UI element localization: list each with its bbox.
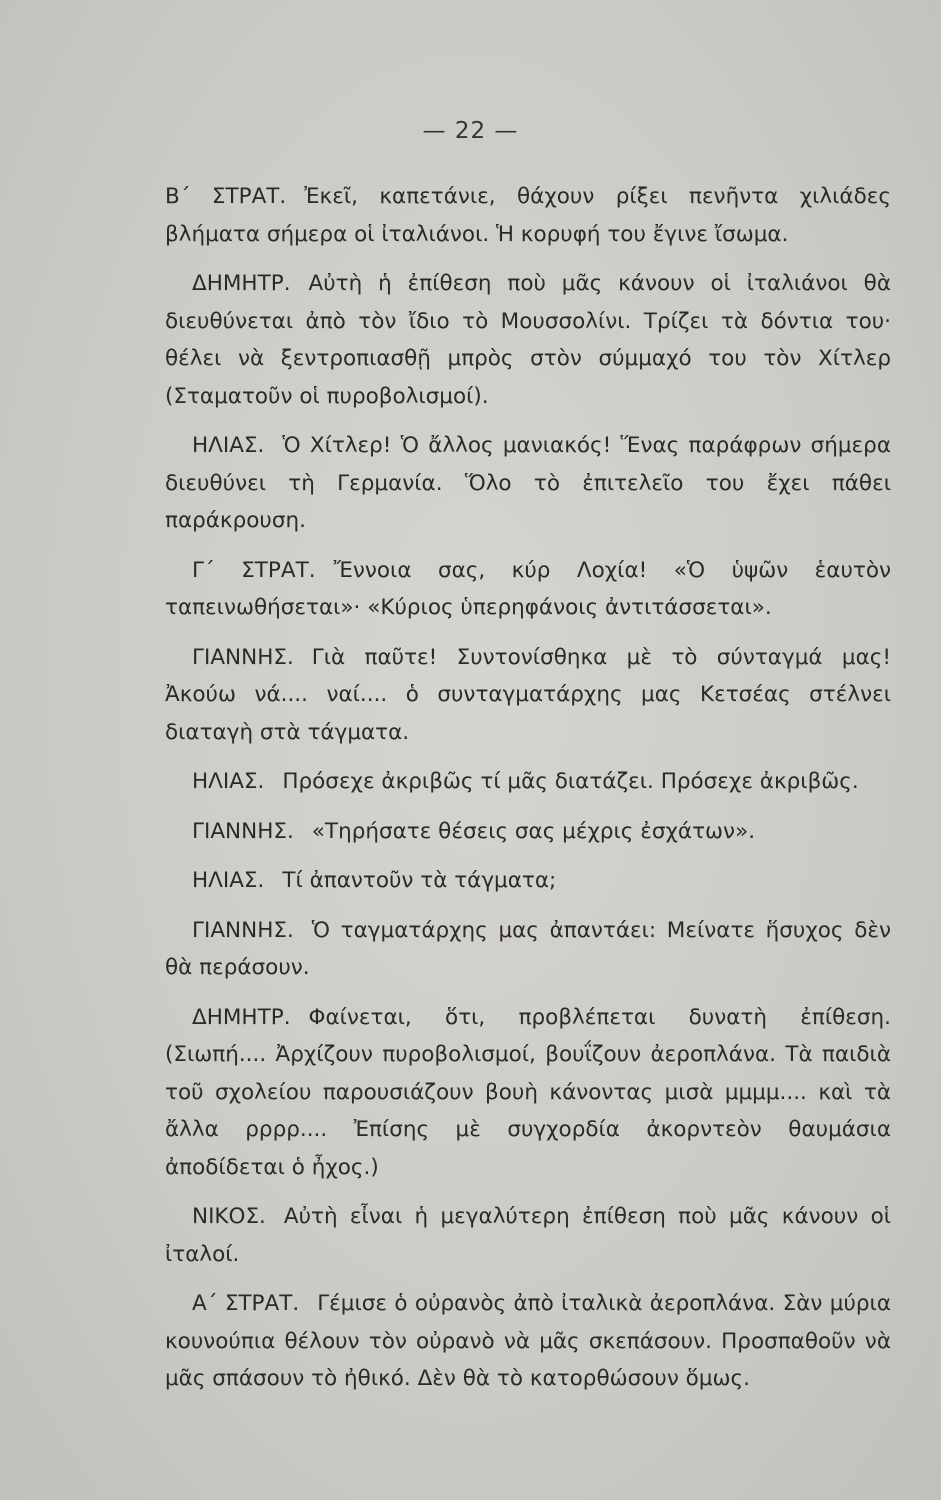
line-text: Γέμισε ὁ οὐρανὸς ἀπὸ ἰταλικὰ ἀεροπλάνα. Σὰν μύρια κουνούπια θέλουν τὸν οὐρανὸ νὰ μᾶς σκεπάσουν. Προσπαθοῦν νὰ μᾶς σπάσουν τὸ ἠθικό. Δὲν θὰ τὸ κατορθώσουν ὅμως. — [165, 1291, 891, 1391]
dialogue-line — [165, 1285, 891, 1398]
dialogue-text — [165, 178, 891, 1410]
speaker-name: ΓΙΑΝΝΗΣ. — [192, 917, 294, 943]
line-text: Γιὰ παῦτε! Συντονίσθηκα μὲ τὸ σύνταγμά μας! Ἀκούω νά.... ναί.... ὁ συνταγματάρχης μας Κετσέας στέλνει διαταγὴ στὰ τάγματα. — [165, 644, 891, 745]
speaker-name: ΔΗΜΗΤΡ. — [192, 271, 291, 296]
line-text: Ὁ Χίτλερ! Ὁ ἄλλος μανιακός! Ἕνας παράφρων σήμερα διευθύνει τὴ Γερμανία. Ὅλο τὸ ἐπιτελεῖο του ἔχει πάθει παράκρουση. — [165, 433, 891, 533]
speaker-name: ΓΙΑΝΝΗΣ. — [192, 818, 294, 844]
dialogue-line — [165, 265, 891, 415]
speaker-name: Γ΄ ΣΤΡΑΤ. — [192, 557, 316, 583]
line-text: Ὁ ταγματάρχης μας ἀπαντάει: Μείνατε ἥσυχος δὲν θὰ περάσουν. — [165, 917, 891, 980]
line-text: Τί ἀπαντοῦν τὰ τάγματα; — [282, 868, 557, 893]
dialogue-line — [165, 813, 891, 851]
line-text: Ἔννοια σας, κύρ Λοχία! «Ὁ ὑψῶν ἑαυτὸν ταπεινωθήσεται»· «Κύριος ὑπερηφάνοις ἀντιτάσσεται». — [165, 557, 892, 620]
dialogue-line — [165, 178, 891, 253]
dialogue-line — [165, 639, 891, 752]
dialogue-line — [165, 763, 891, 801]
line-text: Πρόσεχε ἀκριβῶς τί μᾶς διατάζει. Πρόσεχε ἀκριβῶς. — [282, 769, 859, 794]
speaker-name: ΓΙΑΝΝΗΣ. — [192, 644, 294, 670]
line-text: «Τηρήσατε θέσεις σας μέχρις ἐσχάτων». — [311, 818, 756, 844]
dialogue-line — [165, 427, 891, 540]
line-text: Ἐκεῖ, καπετάνιε, θάχουν ρίξει πενῆντα χιλιάδες βλήματα σήμερα οἱ ἰταλιάνοι. Ἡ κορυφή του ἔγινε ἴσωμα. — [165, 184, 891, 247]
dialogue-line — [165, 1198, 891, 1273]
speaker-name: ΗΛΙΑΣ. — [192, 769, 265, 794]
speaker-name: Α΄ ΣΤΡΑΤ. — [192, 1291, 300, 1316]
speaker-name: ΝΙΚΟΣ. — [192, 1204, 266, 1229]
speaker-name: Β΄ ΣΤΡΑΤ. — [165, 184, 287, 209]
line-text: Φαίνεται, ὅτι, προβλέπεται δυνατὴ ἐπίθεση. (Σιωπή.... Ἀρχίζουν πυροβολισμοί, βουΐζουν ἀεροπλάνα. Τὰ παιδιὰ τοῦ σχολείου παρουσιάζουν βουὴ κάνοντας μισὰ μμμμ.... καὶ τὰ ἄλλα ρρρρ.... Ἐπίσης μὲ συγχορδία ἀκορντεὸν θαυμάσια ἀποδίδεται ὁ ἦχος.) — [165, 1004, 891, 1180]
line-text: Αὐτὴ εἶναι ἡ μεγαλύτερη ἐπίθεση ποὺ μᾶς κάνουν οἱ ἰταλοί. — [165, 1204, 891, 1267]
speaker-name: ΔΗΜΗΤΡ. — [192, 1004, 291, 1030]
speaker-name: ΗΛΙΑΣ. — [192, 433, 265, 458]
speaker-name: ΗΛΙΑΣ. — [192, 868, 265, 893]
line-text: Αὐτὴ ἡ ἐπίθεση ποὺ μᾶς κάνουν οἱ ἰταλιάνοι θὰ διευθύνεται ἀπὸ τὸν ἴδιο τὸ Μουσσολίνι. Τρίζει τὰ δόντια του· θέλει νὰ ξεντροπιασθῇ μπρὸς στὸν σύμμαχό του τὸν Χίτλερ (Σταματοῦν οἱ πυροβολισμοί). — [165, 271, 891, 409]
page-number: — 22 — — [422, 118, 519, 144]
dialogue-line — [165, 999, 891, 1187]
dialogue-line — [165, 862, 891, 900]
dialogue-line — [165, 552, 891, 627]
dialogue-line — [165, 912, 891, 987]
